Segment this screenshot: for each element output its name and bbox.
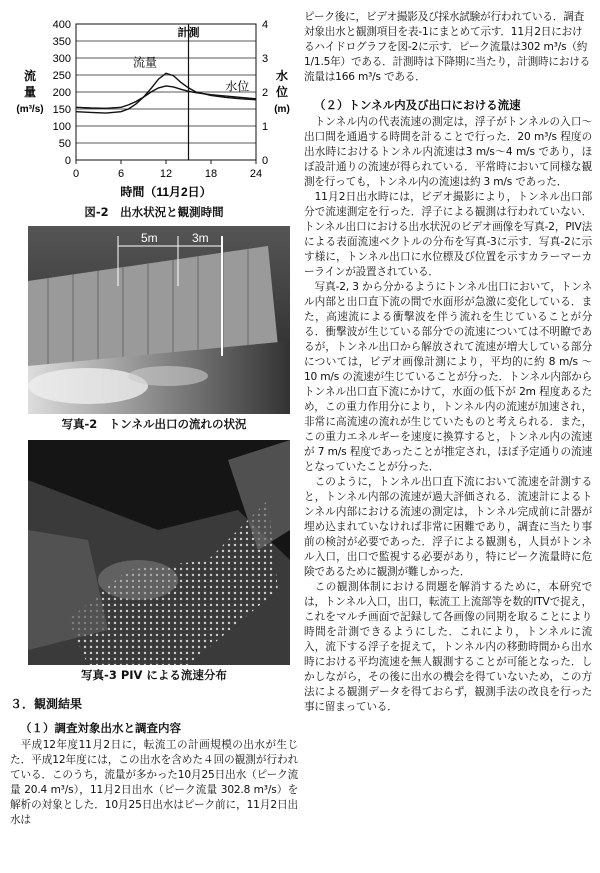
y-tick-label: 400 [52,19,71,31]
right-paragraph-3: 写真-2, 3 から分かるようにトンネル出口において，トンネル内部と出口直下流の間で水面形が急激に変化している．また，高速流による衝撃波を伴う流れを生じていることが分る．衝撃波が生じている部分での流速については不明瞭であるが，トンネル出口から解放されて流速が増大している部分については，ビデオ画像計測により，平均的に約 8 m/s ～ 10 m/s の流速が生じていることが分った．トンネル内部からトンネル出口直下流にかけて，水面の低下が 2m 程度あるため，この重力作用分により，トンネル内の流速が加速され，非常に高流速の流れが生じていたものと考えられる．また，この重力エネルギーを速度に換算すると，トンネル内の流速が 7 m/s 程度であったことが推定され，ほぼ予定通りの流速となっていたことが分った． [304,281,592,473]
y-tick-label: 350 [52,36,71,48]
figure-2-caption: 図-2 出水状況と観測時間 [84,205,224,219]
y2-tick-label: 4 [262,19,269,31]
x-axis-label: 時間（11月2日） [120,185,212,199]
section-3-paragraph-1: 平成12年度11月2日に，転流工の計画規模の出水が生じた．平成12年度には，この出水を含めた４回の観測が行われている．このうち，流量が多かった10月25日出水（ピーク流量 20.4 m³/s），11月2日出水（ピーク流量 302.8 m³/s）を解析の対象とした．10月25日出水はピーク前に，11月2日出水は [10,739,298,826]
y-tick-label: 150 [52,104,71,116]
photo-2-image [28,226,290,414]
y-axis-label: (m³/s) [16,104,44,115]
right-paragraph-0: ピーク後に，ビデオ撮影及び採水試験が行われている．調査対象出水と観測項目を表-1にまとめて示す．11月2日におけるハイドログラフを図-2に示す．ピーク流量は302 m³/s（約1/1.5年）である．計測時は下降期に当たり，計測時における流量は166 m³/s である． [304,11,590,83]
figure-2-chart [10,10,298,202]
dimension-3m: 3m [192,231,209,245]
photo-2-caption: 写真-2 トンネル出口の流れの状況 [61,417,247,431]
y-tick-label: 250 [52,70,71,82]
y-tick-label: 50 [58,138,71,150]
y-tick-label: 100 [52,121,71,133]
y-axis-label: 流 [23,69,37,83]
y-tick-label: 300 [52,53,71,65]
y2-tick-label: 0 [262,155,269,167]
right-paragraph-2: 11月2日出水時には，ビデオ撮影により，トンネル出口部分で流速測定を行った．浮子による観測は行われていない．トンネル出口における出水状況のビデオ画像を写真-2，PIV法による表面流速ベクトルの分布を写真-3に示す．写真-2に示す様に，トンネル出口に水位標及び位置を示すカラーマーカーラインが設置されている． [304,191,592,278]
section-3-title: ３．観測結果 [10,697,83,711]
subsection-2-title: （２）トンネル内及び出口における流速 [314,98,521,112]
photo-3-image [28,440,290,665]
photo-3-caption: 写真-3 PIV による流速分布 [81,668,227,682]
right-paragraph-1: トンネル内の代表流速の測定は，浮子がトンネルの入口～出口間を通過する時間を計ることで行った．20 m³/s 程度の出水時におけるトンネル内流速は3 m/s～4 m/s であり，ほぼ設計通りの流速が得られている．平常時において同様な観測を行っても，トンネル内の流速は約 3 m/s であった． [304,116,592,188]
series-label-level: 水位 [225,79,250,94]
subsection-1-title: （１）調査対象出水と調査内容 [20,721,181,735]
y2-axis-label: 位 [275,85,289,99]
y-tick-label: 200 [52,87,71,99]
x-tick-label: 6 [117,168,125,180]
hydrograph-svg [10,10,298,202]
right-paragraph-4: このように，トンネル出口直下流において流速を計測すると，トンネル内部の流速が過大評価される．流速計によるトンネル内部における流速の測定は，トンネル完成前に計器が埋め込まれていなければ非常に困難であり，調査に当たり事前の検討が必要であった．浮子による観測も，人員がトンネル入口，出口で監視する必要があり，特にピーク流量時に危険であるために観測が難しかった． [304,476,592,578]
right-paragraph-5: この観測体制における問題を解消するために，本研究では，トンネル入口，出口，転流工上流部等を数的ITVで捉え，これをマルチ画面で記録して各画像の同期を取ることにより時間を計測できるようにした．これにより，トンネルに流入，流下する浮子を捉えて，トンネル内の移動時間から出水時における平均流速を無人観測することが可能となった．しかしながら，その後に出水の機会を得ていないため，この方法による観測データを得ておらず，観測手法の改良を行った事に留まっている． [304,581,592,713]
measure-marker-label: 計測 [177,27,200,39]
left-column [10,10,298,828]
tunnel-exit-photo [28,226,290,414]
y2-tick-label: 1 [262,121,269,133]
y2-tick-label: 3 [262,53,269,65]
y-axis-label: 量 [23,85,37,99]
x-tick-label: 0 [72,168,80,180]
x-tick-label: 12 [159,168,173,180]
y2-axis-label: 水 [275,69,289,83]
right-column [304,10,592,715]
y2-tick-label: 2 [262,87,269,99]
x-tick-label: 24 [249,168,263,180]
x-tick-label: 18 [204,168,218,180]
y2-axis-label: (m) [274,104,290,115]
dimension-5m: 5m [141,231,158,245]
series-label-flow: 流量 [132,55,158,70]
y-tick-label: 0 [64,155,71,167]
piv-velocity-photo [28,440,290,665]
